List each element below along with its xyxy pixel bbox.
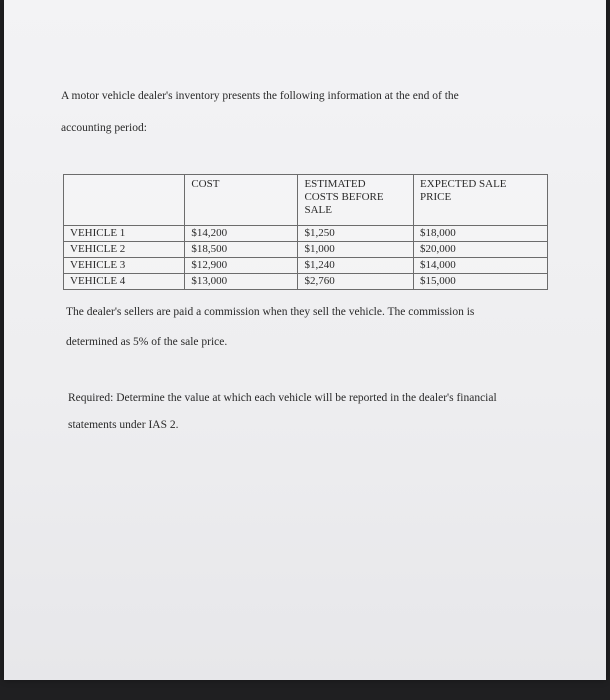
estimated-cell: $2,760	[298, 274, 414, 290]
vehicle-cell: VEHICLE 4	[64, 274, 185, 290]
table-row	[64, 274, 548, 290]
vehicle-cell: VEHICLE 2	[64, 242, 185, 258]
required-line-2: statements under IAS 2.	[68, 419, 179, 431]
required-line-1: Required: Determine the value at which each vehicle will be reported in the dealer's financial	[68, 392, 497, 404]
cost-cell: $13,000	[185, 274, 298, 290]
estimated-cell: $1,240	[298, 258, 414, 274]
vehicle-cell: VEHICLE 3	[64, 258, 185, 274]
estimated-cell: $1,250	[298, 226, 414, 242]
estimated-cell: $1,000	[298, 242, 414, 258]
expected-cell: $15,000	[414, 274, 548, 290]
intro-line-1: A motor vehicle dealer's inventory presents the following information at the end of the	[61, 90, 459, 102]
header-estimated-line-1: ESTIMATED	[304, 178, 366, 190]
vehicle-cell: VEHICLE 1	[64, 226, 185, 242]
table-row	[64, 258, 548, 274]
header-estimated-line-2: COSTS BEFORE	[304, 191, 384, 203]
commission-line-2: determined as 5% of the sale price.	[66, 336, 228, 348]
header-cost: COST	[185, 175, 298, 226]
header-expected-line-2: PRICE	[420, 191, 452, 203]
document-page	[4, 0, 606, 680]
table-row	[64, 242, 548, 258]
cost-cell: $12,900	[185, 258, 298, 274]
header-expected-line-1: EXPECTED SALE	[420, 178, 507, 190]
header-estimated-costs	[298, 175, 414, 226]
expected-cell: $14,000	[414, 258, 548, 274]
table-header-row	[64, 175, 548, 226]
expected-cell: $20,000	[414, 242, 548, 258]
cost-cell: $18,500	[185, 242, 298, 258]
cost-cell: $14,200	[185, 226, 298, 242]
intro-line-2: accounting period:	[61, 122, 147, 134]
table-row	[64, 226, 548, 242]
header-vehicle	[64, 175, 185, 226]
expected-cell: $18,000	[414, 226, 548, 242]
inventory-table	[63, 174, 548, 290]
header-expected-price	[414, 175, 548, 226]
header-estimated-line-3: SALE	[304, 204, 332, 216]
commission-line-1: The dealer's sellers are paid a commission when they sell the vehicle. The commission is	[66, 306, 475, 318]
